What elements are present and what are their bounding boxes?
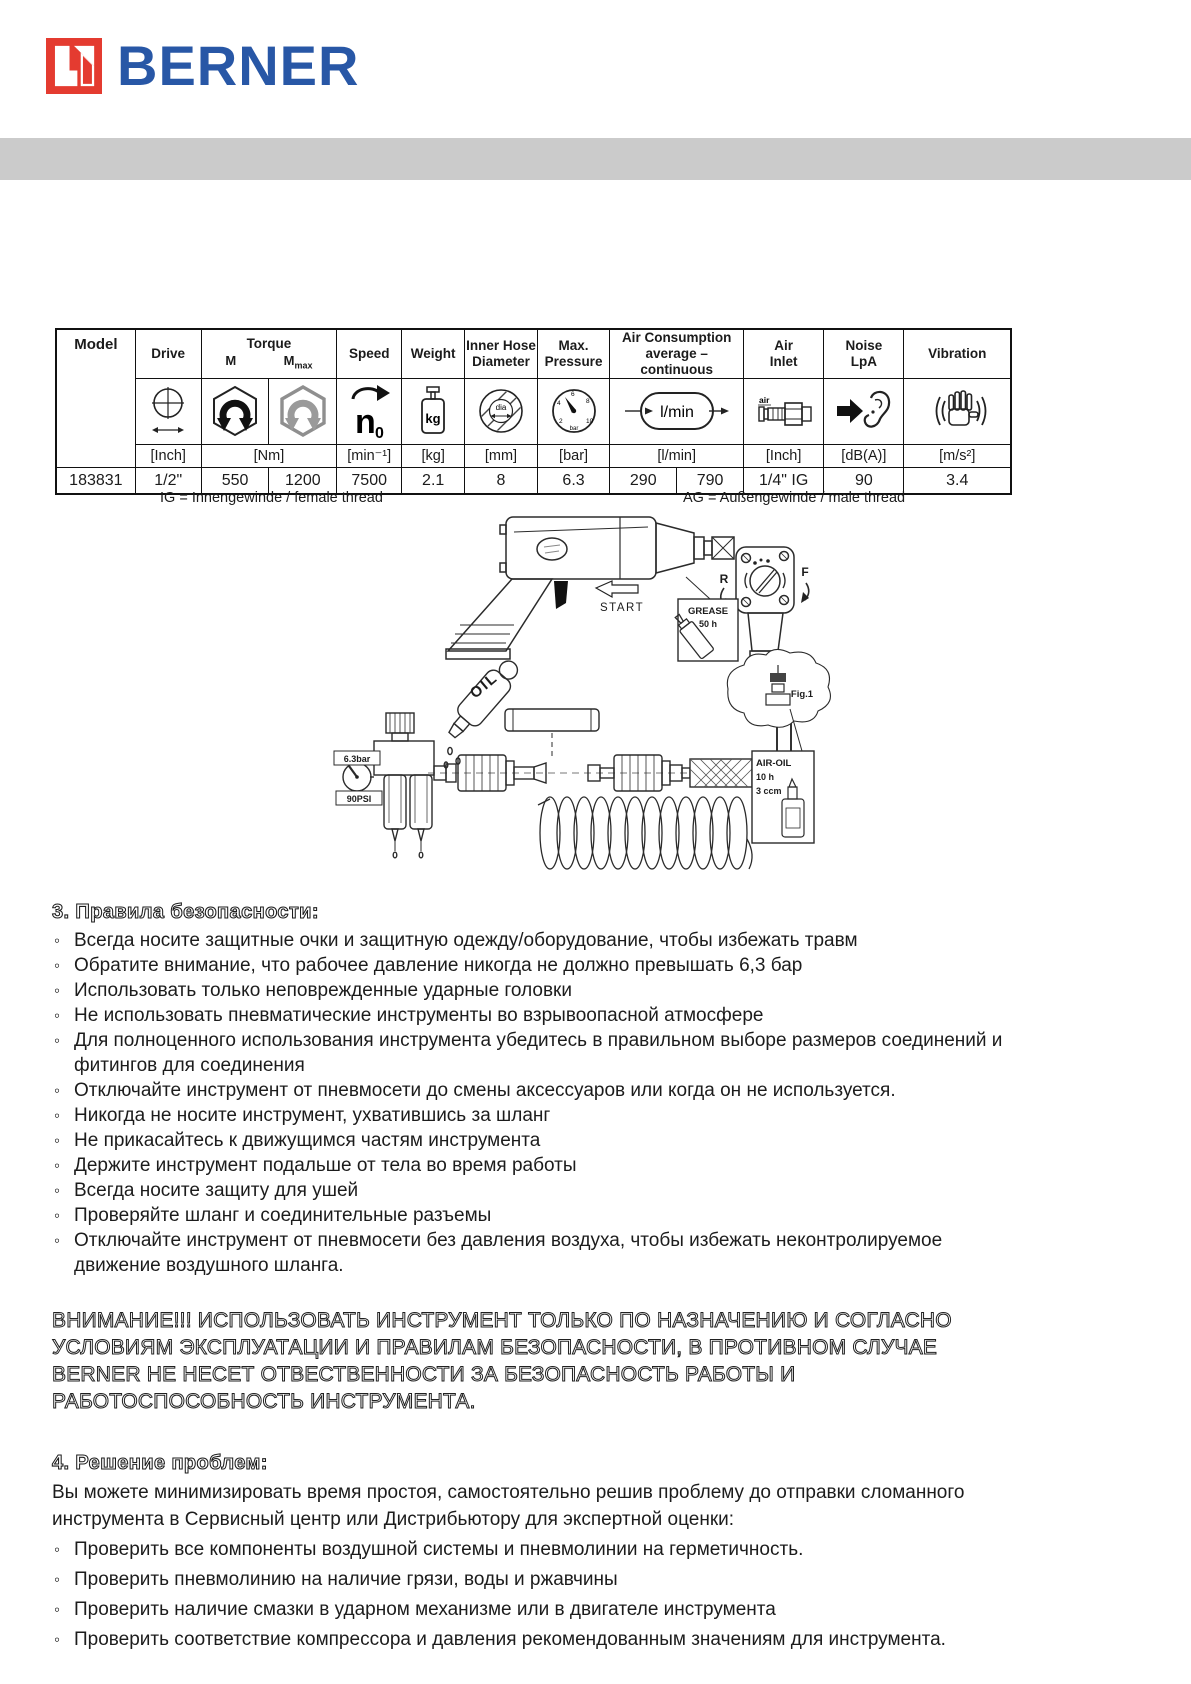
brand-header: [46, 34, 360, 97]
unit-noise: [dB(A)]: [824, 444, 904, 467]
svg-text:dia: dia: [495, 403, 507, 413]
list-item: ◦ Проверить соответствие компрессора и давления рекомендованным значениям для инструмента.: [54, 1629, 946, 1650]
spec-inlet-value: 1/4" IG: [744, 467, 824, 494]
svg-text:kg: kg: [425, 411, 441, 427]
spec-header-vibration: Vibration: [904, 329, 1011, 378]
spec-header-air-consumption: Air Consumption average – continuous: [610, 329, 744, 378]
brand-name: BERNER: [117, 34, 360, 97]
unit-drive: [Inch]: [135, 444, 201, 467]
unit-weight: [kg]: [402, 444, 465, 467]
spec-vibration-value: 3.4: [904, 467, 1011, 494]
list-item: ◦ Никогда не носите инструмент, ухватившись за шланг: [54, 1105, 551, 1126]
reverse-label: R: [719, 572, 729, 586]
svg-text:4: 4: [556, 400, 561, 408]
pressure-bar-label: 6.3bar: [343, 754, 371, 764]
svg-text:START: START: [600, 602, 645, 614]
svg-text:6: 6: [570, 391, 575, 399]
spec-header-noise: Noise LpA: [824, 329, 904, 378]
unit-air: [l/min]: [610, 444, 744, 467]
spec-drive-value: 1/2": [135, 467, 201, 494]
pressure-gauge-icon: [537, 378, 610, 444]
svg-text:3 ccm: 3 ccm: [756, 786, 782, 796]
svg-text:10: 10: [585, 418, 593, 426]
spec-table: [55, 328, 1012, 495]
spec-pressure-value: 6.3: [537, 467, 610, 494]
square-drive-size-icon: [135, 378, 201, 444]
fig1-label: Fig.1: [790, 689, 814, 700]
list-item: ◦ Проверить пневмолинию на наличие грязи, воды и ржавчины: [54, 1569, 618, 1590]
list-item: ◦ Всегда носите защитные очки и защитную одежду/оборудование, чтобы избежать травм: [54, 930, 858, 951]
spec-speed-value: 7500: [337, 467, 402, 494]
spiral-hose: [538, 797, 752, 869]
section4-bullet-list: [52, 1535, 1020, 1655]
list-item: ◦ Использовать только неповрежденные ударные головки: [54, 980, 572, 1001]
spec-header-drive: Drive: [135, 329, 201, 378]
unit-pressure: [bar]: [537, 444, 610, 467]
list-item: ◦ Проверяйте шланг и соединительные разъемы: [54, 1205, 492, 1226]
spec-torque-mmax-value: 1200: [269, 467, 337, 494]
unit-speed: [min⁻¹]: [337, 444, 402, 467]
svg-text:AIR-OIL: AIR-OIL: [756, 758, 792, 769]
spec-noise-value: 90: [824, 467, 904, 494]
spec-header-speed: Speed: [337, 329, 402, 378]
list-item: ◦ Отключайте инструмент от пневмосети без давления воздуха, чтобы избежать неконтролируемое движение воздушного шланга.: [54, 1230, 943, 1276]
footnote-male-thread: AG = Außengewinde / male thread: [683, 490, 906, 506]
spec-air-cont-value: 790: [677, 467, 744, 494]
header-gray-bar: [0, 138, 1191, 180]
tool-setup-diagram: [300, 503, 940, 888]
svg-text:10 h: 10 h: [756, 772, 775, 782]
section3-heading: 3. Правила безопасности:: [52, 901, 319, 923]
oil-label: OIL: [466, 669, 502, 703]
section4: [52, 1451, 1020, 1655]
unit-inlet: [Inch]: [744, 444, 824, 467]
spec-header-max-pressure: Max. Pressure: [537, 329, 610, 378]
ear-noise-icon: [824, 378, 904, 444]
list-item: ◦ Не использовать пневматические инструменты во взрывоопасной атмосфере: [54, 1005, 764, 1026]
svg-text:50 h: 50 h: [698, 619, 718, 629]
start-label: [596, 581, 644, 614]
section4-heading: 4. Решение проблем:: [52, 1452, 268, 1474]
svg-text:air: air: [758, 395, 770, 406]
unit-hose: [mm]: [465, 444, 538, 467]
warning-paragraph: ВНИМАНИЕ!!! ИСПОЛЬЗОВАТЬ ИНСТРУМЕНТ ТОЛЬКО ПО НАЗНАЧЕНИЮ И СОГЛАСНО УСЛОВИЯМ ЭКСПЛУАТАЦИИ И ПРАВИЛАМ БЕЗОПАСНОСТИ, В ПРОТИВНОМ СЛУЧАЕ BERNER НЕ НЕСЕТ ОТВЕСТВЕННОСТИ ЗА БЕЗОПАСНОСТЬ РАБОТЫ И РАБОТОСПОСОБНОСТЬ ИНСТРУМЕНТА.: [52, 1309, 952, 1413]
spec-hose-value: 8: [465, 467, 538, 494]
svg-text:8: 8: [585, 398, 590, 406]
torque-hex-arrow-icon: [201, 378, 269, 444]
vibration-hand-icon: [904, 378, 1011, 444]
list-item: ◦ Держите инструмент подальше от тела во время работы: [54, 1155, 577, 1176]
list-item: ◦ Обратите внимание, что рабочее давление никогда не должно превышать 6,3 бар: [54, 955, 803, 976]
unit-vibration: [m/s²]: [904, 444, 1011, 467]
spec-weight-value: 2.1: [402, 467, 465, 494]
list-item: ◦ Проверить наличие смазки в ударном механизме или в двигателе инструмента: [54, 1599, 776, 1620]
section4-intro: Вы можете минимизировать время простоя, самостоятельно решив проблему до отправки сломанного инструмента в Сервисный центр или Дистрибьютору для экспертной оценки:: [52, 1482, 965, 1530]
svg-text:l/min: l/min: [659, 404, 694, 422]
forward-label: F: [801, 565, 809, 579]
spec-header-inner-hose: Inner Hose Diameter: [465, 329, 538, 378]
hose-diameter-icon: [465, 378, 538, 444]
footnote-female-thread: IG = Innengewinde / female thread: [160, 490, 383, 506]
torque-m-label: M: [225, 353, 237, 369]
spec-header-torque: Torque M $M_{max}$: [201, 329, 337, 378]
spec-air-avg-value: 290: [610, 467, 677, 494]
svg-text:2: 2: [558, 418, 563, 426]
unit-torque: [Nm]: [201, 444, 337, 467]
spec-header-model: Model: [56, 329, 135, 467]
hose-segment: [505, 709, 599, 759]
svg-text:GREASE: GREASE: [687, 606, 729, 617]
spec-header-air-inlet: Air Inlet: [744, 329, 824, 378]
free-speed-n0-icon: [337, 378, 402, 444]
pressure-psi-label: 90PSI: [346, 794, 372, 804]
berner-logo-icon: [46, 38, 102, 94]
oil-bottle: [441, 654, 524, 768]
air-inlet-fitting-icon: [744, 378, 824, 444]
spec-model-value: 183831: [56, 467, 135, 494]
svg-text:0: 0: [375, 425, 385, 440]
spec-header-weight: Weight: [402, 329, 465, 378]
spec-torque-m-value: 550: [201, 467, 269, 494]
air-preparation-unit: [334, 713, 434, 858]
svg-text:n: n: [355, 403, 376, 440]
air-flow-lmin-icon: [610, 378, 744, 444]
air-oil-instruction-box: [752, 751, 814, 843]
list-item: ◦ Не прикасайтесь к движущимся частям инструмента: [54, 1130, 541, 1151]
torque-max-hex-arrow-icon: [269, 378, 337, 444]
list-item: ◦ Для полноценного использования инструмента убедитесь в правильном выборе размеров соединений и фитингов для соединения: [54, 1030, 1003, 1076]
section3-bullet-list: [52, 928, 1020, 1278]
list-item: ◦ Проверить все компоненты воздушной системы и пневмолинии на герметичность.: [54, 1539, 804, 1560]
torque-mmax-label: $M_{max}$: [283, 353, 313, 371]
manual-text: [52, 900, 1020, 1655]
svg-text:bar: bar: [569, 426, 578, 433]
list-item: ◦ Отключайте инструмент от пневмосети до смены аксессуаров или когда он не используется.: [54, 1080, 896, 1101]
grease-instruction-box: [671, 599, 738, 661]
list-item: ◦ Всегда носите защиту для ушей: [54, 1180, 359, 1201]
weight-kg-icon: [402, 378, 465, 444]
